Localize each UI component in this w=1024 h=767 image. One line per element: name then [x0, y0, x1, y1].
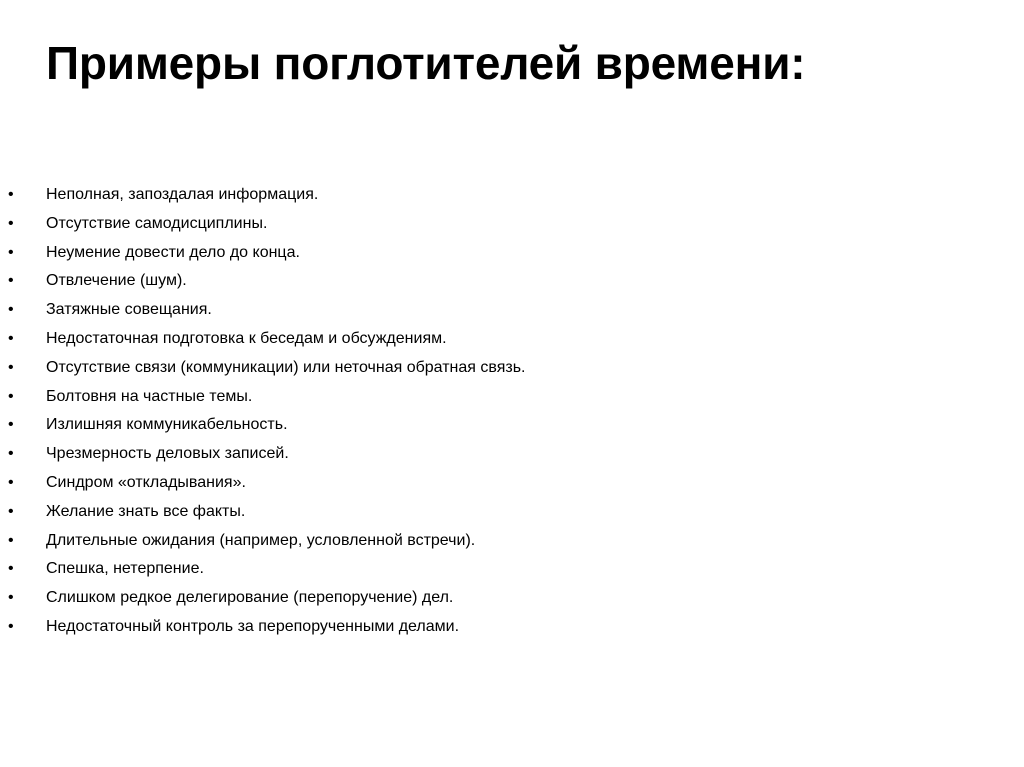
bullet-icon: • — [8, 214, 14, 232]
bullet-icon: • — [8, 358, 14, 376]
bullet-icon: • — [8, 186, 14, 203]
bullet-icon: • — [8, 560, 14, 578]
list-item-text: Неполная, запоздалая информация. — [46, 186, 319, 203]
bullet-icon: • — [8, 272, 14, 290]
list-item-text: Желание знать все факты. — [46, 502, 246, 520]
bullet-icon: • — [8, 617, 14, 635]
bullet-icon: • — [8, 531, 14, 549]
bullet-icon: • — [8, 329, 14, 347]
list-item-text: Чрезмерность деловых записей. — [46, 445, 289, 463]
list-item-text: Неумение довести дело до конца. — [46, 243, 300, 261]
bullet-icon: • — [8, 445, 14, 463]
list-item-text: Отсутствие связи (коммуникации) или неточная обратная связь. — [46, 358, 526, 376]
bullet-icon: • — [8, 416, 14, 434]
list-item-text: Длительные ожидания (например, условленной встречи). — [46, 531, 476, 549]
list-item-text: Затяжные совещания. — [46, 301, 212, 319]
list-item-text: Болтовня на частные темы. — [46, 387, 253, 405]
list-item-text: Слишком редкое делегирование (перепоручение) дел. — [46, 589, 454, 607]
list-item-text: Синдром «откладывания». — [46, 473, 246, 491]
list-item-text: Недостаточный контроль за перепорученными делами. — [46, 617, 460, 635]
list-item-text: Излишняя коммуникабельность. — [46, 416, 288, 434]
slide-title: Примеры поглотителей времени: — [46, 37, 806, 89]
bullet-icon: • — [8, 473, 14, 491]
bullet-icon: • — [8, 589, 14, 607]
list-item-text: Отсутствие самодисциплины. — [46, 214, 268, 232]
bullet-icon: • — [8, 301, 14, 319]
bullet-icon: • — [8, 502, 14, 520]
bullet-icon: • — [8, 243, 14, 261]
list-item-text: Недостаточная подготовка к беседам и обсуждениям. — [46, 329, 447, 347]
list-item-text: Спешка, нетерпение. — [46, 560, 204, 578]
bullet-icon: • — [8, 387, 14, 405]
list-item-text: Отвлечение (шум). — [46, 272, 187, 290]
